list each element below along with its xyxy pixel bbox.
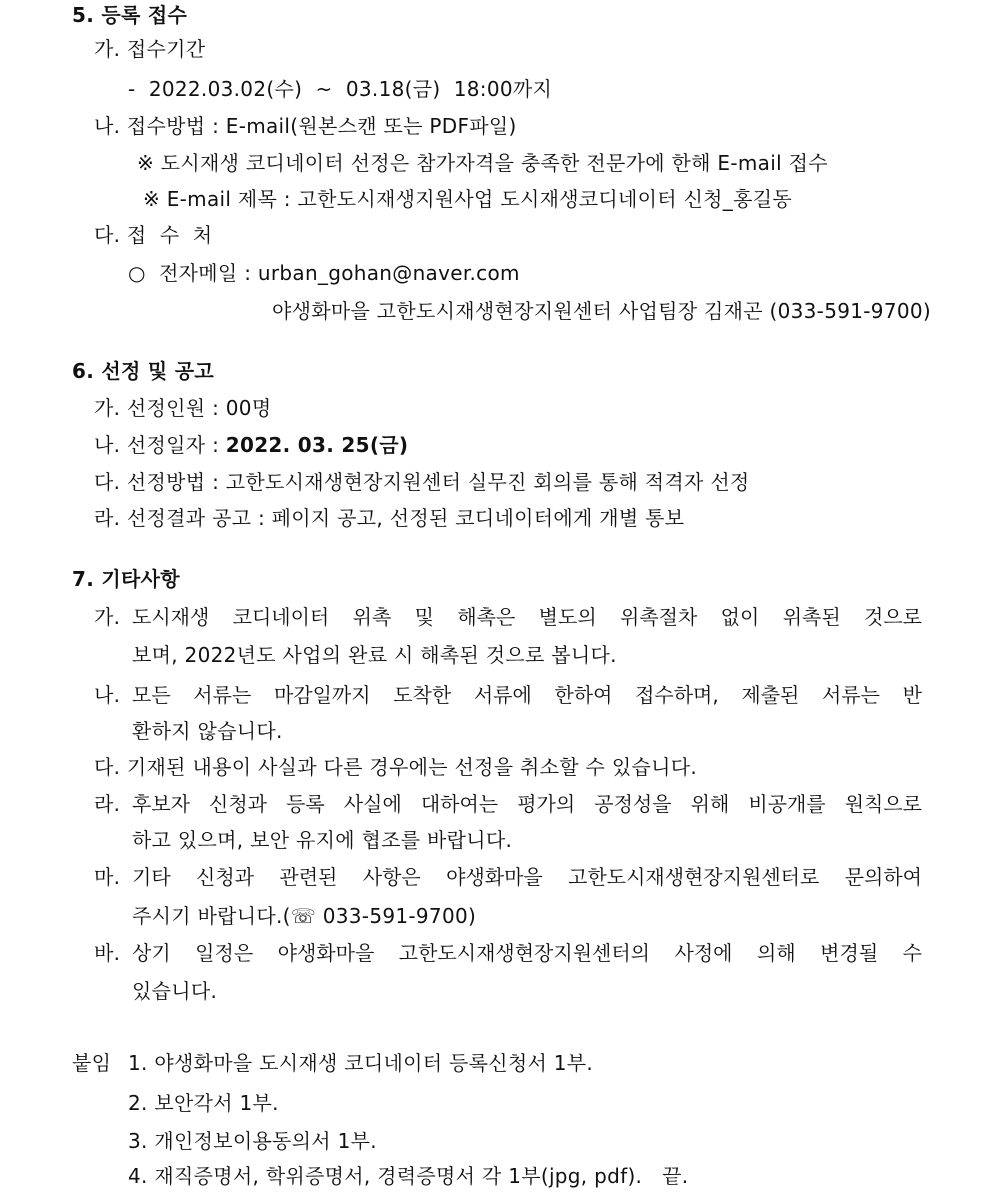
section-5-heading: 5. 등록 접수 [72, 3, 188, 27]
section-7-item-b-line-1: 모든 서류는 마감일까지 도착한 서류에 한하여 접수하며, 제출된 서류는 반 [132, 683, 922, 707]
section-7-item-a-prefix: 가. [94, 605, 121, 629]
attachment-item-4: 4. 재직증명서, 학위증명서, 경력증명서 각 1부(jpg, pdf). 끝. [128, 1164, 689, 1188]
section-5-contact: 야생화마을 고한도시재생현장지원센터 사업팀장 김재곤 (033-591-9700) [272, 299, 931, 323]
section-7-item-e-line-2: 주시기 바랍니다.(☏ 033-591-9700) [132, 904, 477, 928]
section-5-method-note-2: ※ E-mail 제목 : 고한도시재생지원사업 도시재생코디네이터 신청_홍길동 [143, 187, 792, 211]
section-7-item-f-prefix: 바. [94, 941, 121, 965]
section-7-item-e-prefix: 마. [94, 865, 121, 889]
section-7-item-b-prefix: 나. [94, 683, 121, 707]
section-6-method: 다. 선정방법 : 고한도시재생현장지원센터 실무진 회의를 통해 적격자 선정 [94, 470, 750, 494]
section-7-item-d-line-1: 후보자 신청과 등록 사실에 대하여는 평가의 공정성을 위해 비공개를 원칙으로 [132, 792, 922, 816]
section-7-item-f-line-1: 상기 일정은 야생화마을 고한도시재생현장지원센터의 사정에 의해 변경될 수 [132, 941, 922, 965]
section-6-heading: 6. 선정 및 공고 [72, 359, 215, 383]
section-5-period-value: - 2022.03.02(수) ~ 03.18(금) 18:00까지 [128, 77, 553, 101]
section-7-item-d-prefix: 라. [94, 792, 121, 816]
section-5-destination-label: 다. 접 수 처 [94, 223, 213, 247]
section-6-date-value: 2022. 03. 25(금) [225, 433, 409, 457]
section-7-heading: 7. 기타사항 [72, 567, 180, 591]
attachment-item-3: 3. 개인정보이용동의서 1부. [128, 1129, 377, 1153]
section-7-item-c: 다. 기재된 내용이 사실과 다른 경우에는 선정을 취소할 수 있습니다. [94, 755, 697, 779]
section-7-item-e-line-1: 기타 신청과 관련된 사항은 야생화마을 고한도시재생현장지원센터로 문의하여 [132, 865, 922, 889]
section-7-item-f-line-2: 있습니다. [132, 979, 218, 1003]
section-7-item-d-line-2: 하고 있으며, 보안 유지에 협조를 바랍니다. [132, 828, 513, 852]
section-7-item-a-line-2: 보며, 2022년도 사업의 완료 시 해촉된 것으로 봅니다. [132, 643, 617, 667]
attachment-item-1: 1. 야생화마을 도시재생 코디네이터 등록신청서 1부. [128, 1051, 594, 1075]
section-5-method: 나. 접수방법 : E-mail(원본스캔 또는 PDF파일) [94, 114, 517, 138]
section-5-period-label: 가. 접수기간 [94, 37, 206, 61]
section-6-date-row [94, 430, 408, 460]
section-6-count: 가. 선정인원 : 00명 [94, 396, 272, 420]
section-5-method-note-1: ※ 도시재생 코디네이터 선정은 참가자격을 충족한 전문가에 한해 E-mail 접수 [137, 151, 828, 175]
attachment-item-2: 2. 보안각서 1부. [128, 1091, 279, 1115]
attachment-label: 붙임 [72, 1051, 112, 1075]
section-6-announcement: 라. 선정결과 공고 : 페이지 공고, 선정된 코디네이터에게 개별 통보 [94, 506, 685, 530]
section-5-email: ○ 전자메일 : urban_gohan@naver.com [128, 261, 520, 285]
section-6-date-label: 나. 선정일자 : [94, 433, 226, 457]
section-7-item-b-line-2: 환하지 않습니다. [132, 719, 283, 743]
section-7-item-a-line-1: 도시재생 코디네이터 위촉 및 해촉은 별도의 위촉절차 없이 위촉된 것으로 [132, 605, 922, 629]
